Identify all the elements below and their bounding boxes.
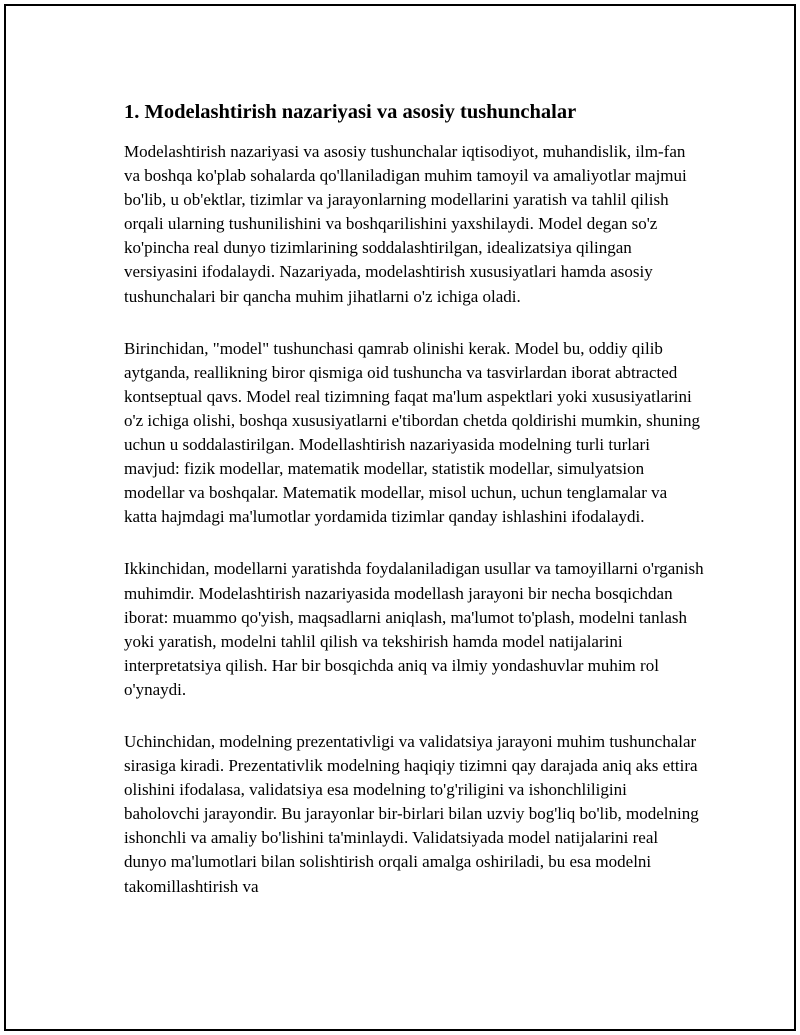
paragraph-first-point: Birinchidan, "model" tushunchasi qamrab olinishi kerak. Model bu, oddiy qilib aytganda, reallikning biror qismiga oid tushuncha va tasvirlardan iborat abtracted kontseptual qavs. Model real tizimning faqat ma'lum aspektlari yoki xususiyatlarini o'z ichiga olishi, boshqa xususiyatlarni e'tibordan chetda qoldirishi mumkin, shuning uchun u soddalastirilgan. Modellashtirish nazariyasida modelning turli turlari mavjud: fizik modellar, matematik modellar, statistik modellar, simulyatsion modellar va boshqalar. Matematik modellar, misol uchun, uchun tenglamalar va katta hajmdagi ma'lumotlar yordamida tizimlar qanday ishlashini ifodalaydi. (124, 338, 701, 527)
paragraph-second-point: Ikkinchidan, modellarni yaratishda foydalaniladigan usullar va tamoyillarni o'rganish muhimdir. Modelashtirish nazariyasida modellash jarayoni bir necha bosqichdan iborat: muammo qo'yish, maqsadlarni aniqlash, ma'lumot to'plash, modelni tanlash yoki yaratish, modelni tahlil qilish va tekshirish hamda model natijalarini interpretatsiya qilish. Har bir bosqichda aniq va ilmiy yondashuvlar muhim rol o'ynaydi. (124, 559, 704, 699)
page-frame (4, 4, 796, 1031)
section-heading: 1. Modelashtirish nazariyasi va asosiy tushunchalar (124, 101, 577, 123)
paragraph-third-point: Uchinchidan, modelning prezentativligi va validatsiya jarayoni muhim tushunchalar sirasiga kiradi. Prezentativlik modelning haqiqiy tizimni qay darajada aniq aks ettira olishini ifodalasa, validatsiya esa modelning to'g'riligini va ishonchliligini baholovchi jarayondir. Bu jarayonlar bir-birlari bilan uzviy bog'liq bo'lib, modelning ishonchli va amaliy bo'lishini ta'minlaydi. Validatsiyada model natijalarini real dunyo ma'lumotlari bilan solishtirish orqali amalga oshiriladi, bu esa modelni takomillashtirish va (124, 731, 699, 896)
paragraph-intro: Modelashtirish nazariyasi va asosiy tushunchalar iqtisodiyot, muhandislik, ilm-fan va boshqa ko'plab sohalarda qo'llaniladigan muhim tamoyil va amaliyotlar majmui bo'lib, u ob'ektlar, tizimlar va jarayonlarning modellarini yaratish va tahlil qilish orqali ularning tushunilishini va boshqarilishini yaxshilaydi. Model degan so'z ko'pincha real dunyo tizimlarining soddalashtirilgan, idealizatsiya qilingan versiyasini ifodalaydi. Nazariyada, modelashtirish xususiyatlari hamda asosiy tushunchalari bir qancha muhim jihatlarni o'z ichiga oladi. (124, 142, 687, 306)
document-body (124, 98, 704, 899)
